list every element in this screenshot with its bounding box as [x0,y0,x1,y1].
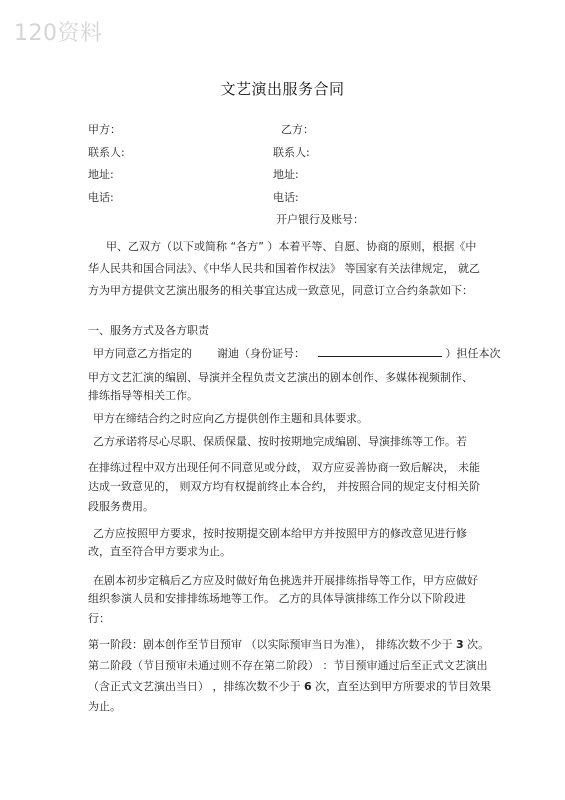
stage-text: 次，直至达到甲方所要求的节目效果 [315,680,492,693]
clause-line: 改，直至符合甲方要求为止。 [88,545,231,558]
clause-text: 谢迪（身份证号： [217,347,305,360]
clause-line: 达成一致意见的， 则双方均有权提前终止本合约， 并按照合同的规定支付相关阶 [88,480,480,493]
clause-line: 组织参演人员和安排排练场地等工作。 乙方的具体导演排练工作分以下阶段进 [88,592,466,605]
party-b-address-label: 地址: [273,168,299,181]
clause-line: 甲方在缔结合约之时应向乙方提供创作主题和具体要求。 [93,412,368,425]
stage-one [88,636,489,652]
clause-line: 甲方文艺汇演的编剧、导演并全程负责文艺演出的剧本创作、多媒体视频制作、 [88,371,473,384]
contract-title: 文艺演出服务合同 [220,80,345,98]
clause-line: 段服务费用。 [88,500,154,513]
party-a-address-label: 地址: [88,168,114,181]
clause-line: 乙方承诺将尽心尽职、保质保量、按时按期地完成编剧、导演排练等工作。若 [93,435,467,448]
stage-two-line: 为止。 [88,700,121,713]
party-b-contact-label: 联系人: [273,146,310,159]
preamble-line: 华人民共和国合同法》、《中华人民共和国着作权法》 等国家有关法律规定， 就乙 [88,262,480,275]
clause-text: 甲方同意乙方指定的 [93,347,192,360]
clause-text: ）担任本次 [445,347,501,360]
clause-line: 乙方应按照甲方要求，按时按期提交剧本给甲方并按照甲方的修改意见进行修 [93,527,467,540]
party-b-bank-label: 开户银行及账号： [276,213,364,226]
clause-line: 在剧本初步定稿后乙方应及时做好角色挑选并开展排练指导等工作，甲方应做好 [93,574,478,587]
clause-line: 排练指导等相关工作。 [88,389,198,402]
id-number-blank [318,347,442,357]
stage-two-line [88,678,491,694]
preamble-line: 甲、乙双方（以下或简称 “各方” ）本着平等、自愿、协商的原则，根据《中 [106,240,477,253]
rehearsal-count: 3 [456,638,464,651]
stage-text: （含正式文艺演出当日） ，排练次数不少于 [88,680,301,693]
clause-line: 在排练过程中双方出现任何不同意见或分歧， 双方应妥善协商一致后解决， 未能 [88,461,480,474]
rehearsal-count: 6 [304,680,312,693]
party-a-phone-label: 电话: [88,191,114,204]
preamble-line: 方为甲方提供文艺演出服务的相关事宜达成一致意见，同意订立合约条款如下： [88,284,473,297]
clause-designee [93,345,501,361]
party-b-phone-label: 电话: [273,191,299,204]
party-a-contact-label: 联系人: [88,146,125,159]
clause-line: 行： [88,612,110,625]
party-b-label: 乙方： [281,123,314,136]
stage-text: 第一阶段：剧本创作至节目预审 （以实际预审当日为准）， 排练次数不少于 [88,638,453,651]
stage-two-line: 第二阶段（节目预审未通过则不存在第二阶段） ：节目预审通过后至正式文艺演出 [88,659,488,672]
stage-text: 次。 [467,638,490,651]
section-heading: 一、服务方式及各方职责 [88,324,209,337]
party-a-label: 甲方： [88,123,121,136]
watermark: 120资料 [14,21,103,46]
